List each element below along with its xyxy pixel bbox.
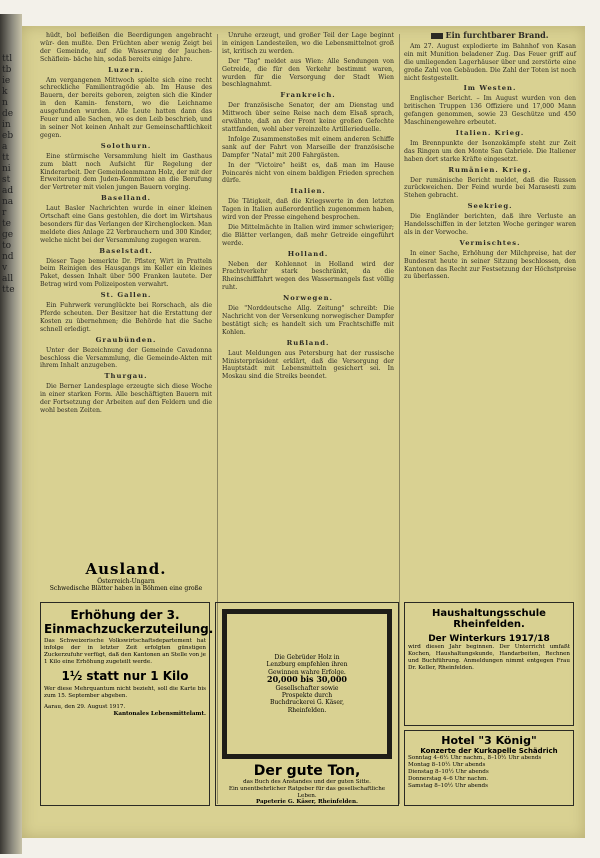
- article-text: Eine stürmische Versammlung hielt im Gasthaus zum blatt noch Aufsicht für Regelung der Kinderarbeit. Der Gemeindeammann Holz, der mit der Erweiterung dem Juden-Kommittee an die Berufung der Vertreter mit vielen jungen Bauern vorging.: [40, 152, 212, 192]
- article-text: Englischer Bericht. – Im August wurden von den britischen Truppen 136 Offiziere und 17,000 Mann gefangen genommen, sowie 23 Geschütze und 450 Maschinengewehre erbeutet.: [404, 95, 576, 127]
- column-3: [404, 32, 576, 283]
- concert-title: Konzerte der Kurkapelle Schädrich: [420, 747, 558, 755]
- ausland-section: [40, 560, 212, 592]
- ad-date: Aarau, den 29. August 1917.: [44, 704, 126, 710]
- section-heading: Im Westen.: [463, 84, 517, 93]
- section-heading: Italien.: [290, 187, 326, 196]
- notice-text: Die Gebrüder Holz in Lenzburg empfehlen ihren Gewinnen wahre Erfolge.: [266, 653, 348, 676]
- ad-title: Haushaltungsschule Rheinfelden.: [432, 608, 546, 630]
- article-text: Am 27. August explodierte im Bahnhof von Kasan ein mit Munition beladener Zug. Das Feuer griff auf die umliegenden Lagerhäuser über und zerstörte eine große Zahl von Gebäuden. Die Zahl der Toten ist noch nicht festgestellt.: [404, 42, 576, 82]
- hotel-name: Hotel "3 König": [441, 734, 537, 747]
- pointing-hand-icon: [431, 33, 443, 39]
- notice-box: [264, 654, 350, 714]
- section-heading: Solothurn.: [100, 141, 152, 150]
- ad-signature: Kantonales Lebensmittelamt.: [113, 711, 206, 717]
- course-title: Der Winterkurs 1917/18: [428, 634, 550, 644]
- adjacent-page-text: ttl tb ie k n de in eb a tt ni st ad na r te ge to nd v all tte: [2, 54, 15, 295]
- article-text: Der französische Senator, der am Dienstag und Mittwoch über seine Reise nach dem Elsaß sprach, erwähnte, daß an der Front keine großen Gefechte stattfanden, wohl aber vereinzelte Artillerieduelle.: [222, 102, 394, 133]
- article-text: Laut Basler Nachrichten wurde in einer kleinen Ortschaft eine Gans gestohlen, die dort im Wirtshaus besonders für das Verlangen der Kirchenglocken. Man meldete dies Anlage 22 Verbrauchern und 300 Kinder, welche nicht bei der Versammlung zugegen waren.: [40, 205, 212, 244]
- ad-text: wird diesen Jahr beginnen. Der Unterricht umfaßt Kochen, Haushaltungskunde, Handarbeiten, Rechnen und Buchführung. Anmeldungen nimmt entgegen Frau Dr. Keller, Rheinfelden.: [408, 644, 570, 671]
- ad-title: Erhöhung der 3. Einmachzuckerzuteilung.: [44, 608, 214, 636]
- schedule-line: Dienstag 8–10½ Uhr abends: [408, 769, 489, 775]
- headline: Ein furchtbarer Brand.: [404, 32, 576, 40]
- schedule-line: Samstag 8–10½ Uhr abends: [408, 783, 489, 789]
- household-school-ad: [404, 602, 574, 726]
- framed-notice: [222, 609, 392, 759]
- adjacent-page-edge: [0, 14, 22, 854]
- section-title: Ausland.: [85, 560, 167, 578]
- book-lottery-ad: [215, 602, 399, 806]
- section-heading: St. Gallen.: [100, 291, 152, 300]
- book-title: Der gute Ton,: [253, 763, 361, 779]
- article-text: Ein Fuhrwerk verunglückte bei Rorschach, als die Pferde scheuten. Der Besitzer hat die Erstattung der Kosten zu übernehmen; die Behörde hat die Sache schnell erledigt.: [40, 302, 212, 333]
- section-heading: Italien. Krieg.: [455, 128, 525, 137]
- section-heading: Baselland.: [101, 194, 151, 203]
- section-heading: Holland.: [287, 249, 329, 258]
- article-text: Der rumänische Bericht meldet, daß die Russen zurückweichen. Der Feind wurde bei Marasesti zum Stehen gebracht.: [404, 176, 576, 200]
- section-subtitle: Österreich-Ungarn: [97, 578, 155, 585]
- article-text: hüdt, bol befleißen die Beerdigungen angebracht wür- den mußte. Den Früchten aber wenig Zeigt bei der Gemeinde, auf die Wasserung der Jauchen-Schäflein- bäche hin, sodaß bereits einige Jahre.: [40, 32, 212, 63]
- article-text: Die Engländer berichten, daß ihre Verluste an Handelsschiffen in der letzten Woche geringer waren als in der Vorwoche.: [404, 213, 576, 236]
- ad-text: Wer diese Mehrquantum nicht bezieht, soll die Karte bis zum 15. September abgeben.: [44, 686, 206, 699]
- section-heading: Frankreich.: [280, 91, 336, 100]
- sugar-allocation-ad: [40, 602, 214, 806]
- article-text: Unruhe erzeugt, und großer Teil der Lage beginnt in einigen Landesteilen, wo die Lebensmittelnot groß ist, kritisch zu werden.: [222, 32, 394, 55]
- section-heading: Thurgau.: [104, 372, 148, 381]
- section-heading: Norwegen.: [283, 294, 333, 303]
- section-heading: Vermischtes.: [459, 238, 521, 247]
- schedule-line: Donnerstag 4–6 Uhr nachm.: [408, 776, 489, 782]
- article-text: Die Tätigkeit, daß die Kriegswerte in den letzten Tagen in Italien außerordentlich zugenommen haben, wird von der Presse eingehend besprochen.: [222, 198, 394, 222]
- article-text: Neben der Kohlennot in Holland wird der Frachtverkehr stark beschränkt, da die Rheinschifffahrt wegen des Wassermangels fast völlig ruht.: [222, 260, 394, 292]
- section-heading: Rußland.: [286, 338, 330, 347]
- article-text: Am vergangenen Mittwoch spielte sich eine recht schreckliche Familientragödie ab. Im Hause des Bauern, der bereits geboren, zeigten sich die Kinder in den Kamin- fenstern, wo die Leichname ausgefunden wurden. Alle Leute hatten dann das Feuer und alle Sachen, wo es den Leib beschrieb, und in seiner Not keinen Anhalt zur Gemeinschaftlichkeit gegen.: [40, 76, 212, 139]
- article-text: Im Brennpunkte der Isonzokämpfe steht zur Zeit das Ringen um den Monte San Gabriele. Die Italiener haben dort starke Kräfte eingesetzt.: [404, 139, 576, 163]
- article-text: Schwedische Blätter haben in Böhmen eine große: [49, 585, 203, 592]
- article-text: Infolge Zusammenstoßes mit einem anderen Schiffe sank auf der Fahrt von Marseille der französische Dampfer "Natal" mit 200 Fahrgästen.: [222, 135, 394, 159]
- article-text: Die Mittelmächte in Italien wird immer schwieriger; die Blätter verlangen, daß mehr Getreide eingeführt werde.: [222, 223, 394, 247]
- section-heading: Luzern.: [108, 65, 144, 74]
- section-heading: Seekrieg.: [467, 202, 513, 211]
- article-text: Unter der Bezeichnung der Gemeinde Cavadonna beschloss die Versammlung, die Gemeinde-Akten mit ihrem Inhalt anzugeben.: [40, 346, 212, 370]
- article-text: Der "Tag" meldet aus Wien: Alle Sendungen von Getreide, die für den Verkehr bestimmt waren, wurden für die Versorgung der Stadt Wien beschlagnahmt.: [222, 57, 394, 89]
- article-text: In einer Sache, Erhöhung der Milchpreise, hat der Bundesrat heute in seiner Sitzung beschlossen, den Kantonen das Recht zur Festsetzung der Höchstpreise zu überlassen.: [404, 249, 576, 281]
- article-text: Die Berner Landesplage erzeugte sich diese Woche in einer starken Form. Alle beschäftigten Bauern mit der Fortsetzung der Arbeiten auf den Feldern und die wohl besten Zeiten.: [40, 383, 212, 414]
- notice-text: Gesellschafter sowie Prospekte durch Buchdruckerei G. Käser, Rheinfelden.: [269, 684, 345, 714]
- hotel-concert-ad: [404, 730, 574, 806]
- column-2: [222, 32, 394, 383]
- section-heading: Graubünden.: [95, 335, 157, 344]
- schedule-line: Montag 8–10½ Uhr abends: [408, 762, 486, 768]
- schedule-line: Sonntag 4–6½ Uhr nachm., 8–10½ Uhr abends: [408, 755, 542, 761]
- ad-text: Das Schweizerische Volkswirtschaftsdepartement hat infolge der in letzter Zeit erfolgten günstigen Zuckerzufuhr verfügt, daß den Kantonen an Stelle von je 1 Kilo eine Erhöhung zugeteilt werde.: [44, 638, 206, 665]
- book-seller: Papeterie G. Käser, Rheinfelden.: [255, 799, 358, 806]
- article-text: Dieser Tage bemerkte Dr. Pfister, Wirt in Pratteln beim Reinigen des Hausgangs im Keller ein kleines Paket, dessen Inhalt über 500 Franken lautete. Der Betrag wird vom Polizeiposten verwahrt.: [40, 257, 212, 289]
- column-1: [40, 32, 212, 417]
- article-text: In der "Victoire" heißt es, daß man im Hause Poincarés nicht von einem baldigen Frieden sprechen dürfe.: [222, 161, 394, 185]
- column-divider: [399, 34, 400, 804]
- section-heading: Baselstadt.: [99, 246, 153, 255]
- article-text: Laut Meldungen aus Petersburg hat der russische Ministerpräsident erklärt, daß die Versorgung der Hauptstadt mit Lebensmitteln gesichert sei. In Moskau sind die Streiks beendet.: [222, 349, 394, 381]
- notice-amount: 20,000 bis 30,000: [267, 674, 347, 685]
- book-subtitle: das Buch des Anstandes und der guten Sitte.: [243, 779, 371, 785]
- book-subtitle: Ein unentbehrlicher Ratgeber für das gesellschaftliche Leben.: [228, 785, 386, 799]
- article-text: Die "Norddeutsche Allg. Zeitung" schreibt: Die Nachricht von der Versenkung norwegischer Dampfer bestätigt sich; es handelt sich um Frachtschiffe mit Kohlen.: [222, 305, 394, 336]
- ad-offer: 1½ statt nur 1 Kilo: [61, 669, 189, 683]
- section-heading: Rumänien. Krieg.: [448, 165, 532, 174]
